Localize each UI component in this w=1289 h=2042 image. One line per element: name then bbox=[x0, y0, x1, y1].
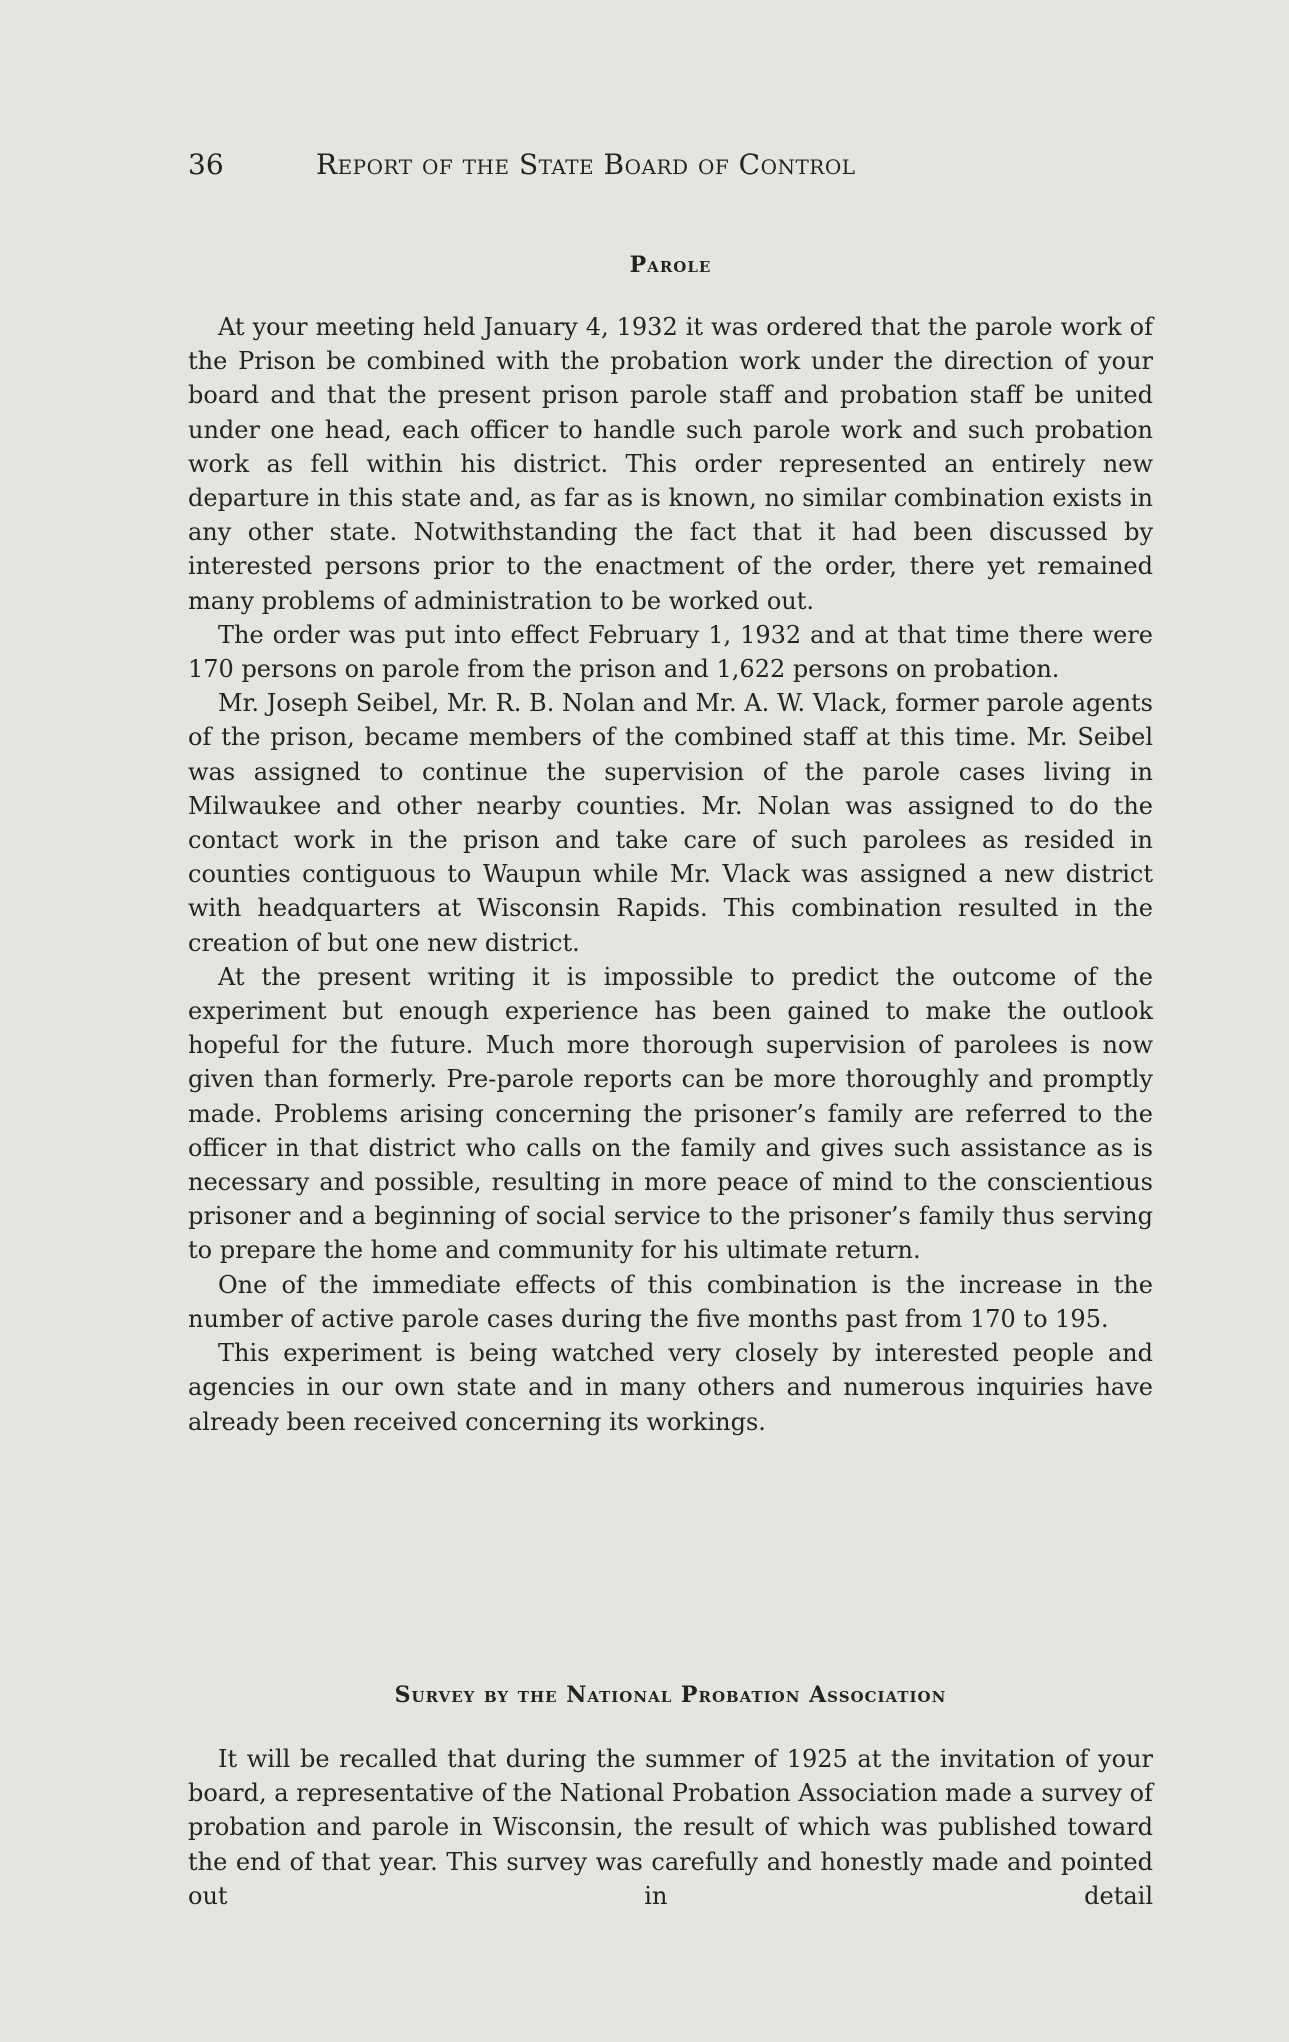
paragraph: The order was put into effect February 1, 1932 and at that time there were 170 persons on parole from the prison and 1,622 persons on probation. bbox=[188, 620, 1153, 684]
paragraph: Mr. Joseph Seibel, Mr. R. B. Nolan and Mr. A. W. Vlack, former parole agents of the prison, became members of the combined staff at this time. Mr. Seibel was assigned to continue the supervision of the parole cases living in Milwaukee and other nearby counties. Mr. Nolan was assigned to do the contact work in the prison and take care of such parolees as resided in counties contiguous to Waupun while Mr. Vlack was assigned a new district with headquarters at Wisconsin Rapids. This combination resulted in the creation of but one new district. bbox=[188, 689, 1153, 957]
section-heading-parole: Parole bbox=[629, 252, 712, 278]
section-parole bbox=[188, 252, 1153, 1439]
running-head bbox=[188, 148, 1153, 188]
page-number: 36 bbox=[188, 148, 224, 181]
paragraph: This experiment is being watched very closely by interested people and agencies in our own state and in many others and numerous inquiries have already been received concerning its workings. bbox=[188, 1339, 1153, 1436]
running-title: Report of the State Board of Control bbox=[316, 148, 856, 181]
paragraph: At the present writing it is impossible to predict the outcome of the experiment but enough experience has been gained to make the outlook hopeful for the future. Much more thorough supervision of parolees is now given than formerly. Pre-parole reports can be more thoroughly and promptly made. Problems arising concerning the prisoner’s family are referred to the officer in that district who calls on the family and gives such assistance as is necessary and possible, resulting in more peace of mind to the conscientious prisoner and a beginning of social service to the prisoner’s family thus serving to prepare the home and community for his ultimate return. bbox=[188, 962, 1153, 1265]
paragraph: At your meeting held January 4, 1932 it was ordered that the parole work of the Prison be combined with the probation work under the direction of your board and that the present prison parole staff and probation staff be united under one head, each officer to handle such parole work and such probation work as fell within his district. This order represented an entirely new departure in this state and, as far as is known, no similar combination exists in any other state. Notwithstanding the fact that it had been discussed by interested persons prior to the enactment of the order, there yet remained many problems of administration to be worked out. bbox=[188, 313, 1153, 615]
paragraph: One of the immediate effects of this combination is the increase in the number of active parole cases during the five months past from 170 to 195. bbox=[188, 1270, 1153, 1333]
paragraph: It will be recalled that during the summer of 1925 at the invitation of your board, a representative of the National Probation Association made a survey of probation and parole in Wisconsin, the result of which was published toward the end of that year. This survey was carefully and honestly made and pointed out in detail bbox=[188, 1745, 1153, 1910]
section-survey bbox=[188, 1682, 1153, 1913]
section-heading-survey: Survey by the National Probation Association bbox=[394, 1682, 947, 1708]
